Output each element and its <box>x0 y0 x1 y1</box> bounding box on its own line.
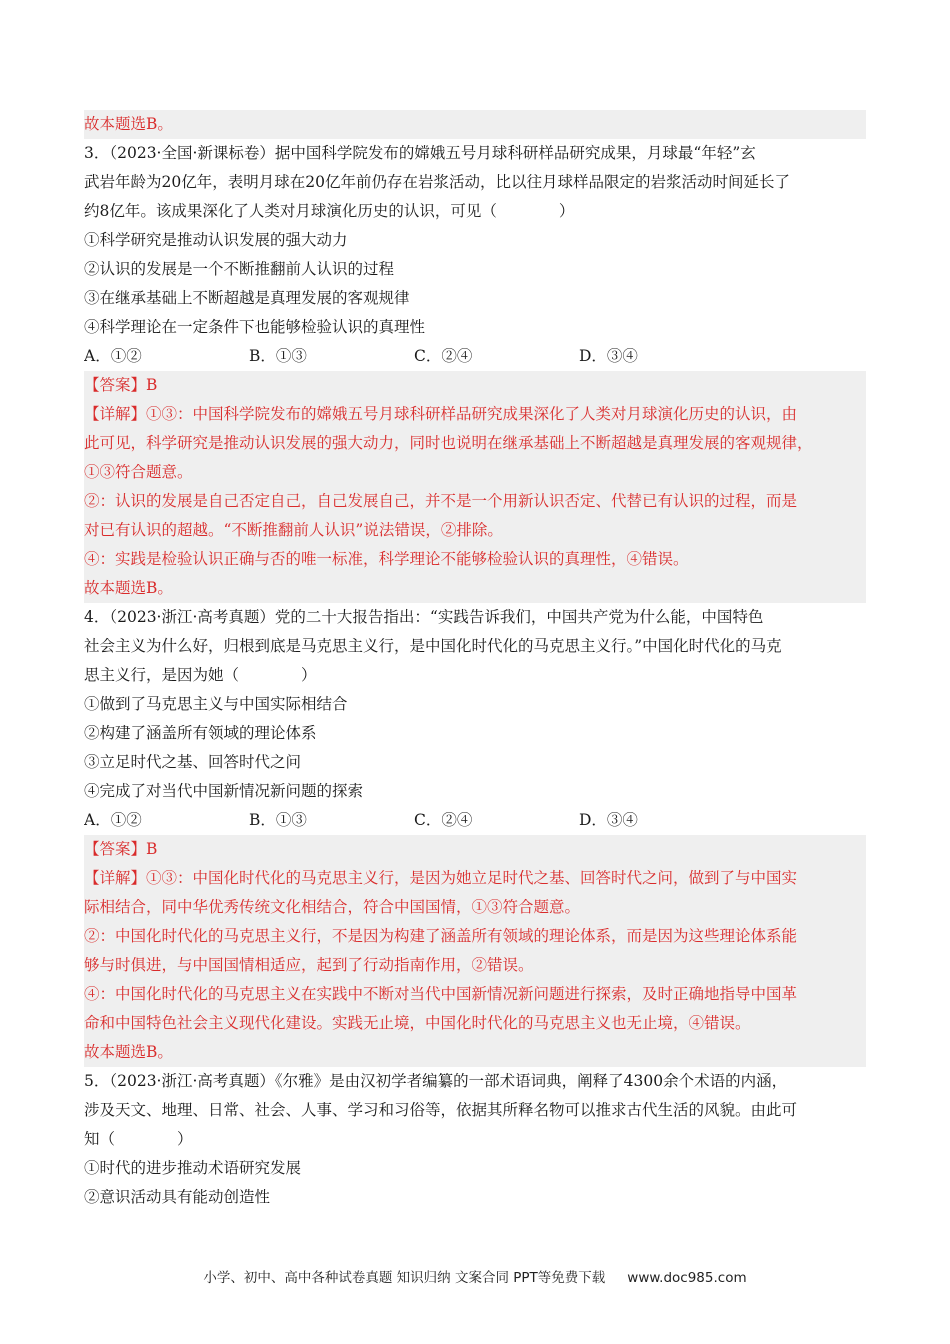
q4-solution <box>84 835 866 1067</box>
q3-explanation-line: 此可见，科学研究是推动认识发展的强大动力，同时也说明在继承基础上不断超越是真理发展的客观规律， <box>84 434 813 452</box>
q4-option-d: D．③④ <box>579 811 638 829</box>
q4-option-a: A．①② <box>84 811 142 829</box>
q4-explanation-line: ②：中国化时代化的马克思主义行，不是因为构建了涵盖所有领域的理论体系，而是因为这些理论体系能 <box>84 927 798 945</box>
q3-options <box>84 342 866 371</box>
q3-item-4: ④科学理论在一定条件下也能够检验认识的真理性 <box>84 318 426 336</box>
question-3 <box>84 139 866 603</box>
q4-explanation-line: 【详解】①③：中国化时代化的马克思主义行，是因为她立足时代之基、回答时代之问，做到了与中国实 <box>84 869 798 887</box>
q3-explanation-line: 对已有认识的超越。“不断推翻前人认识”说法错误，②排除。 <box>84 521 503 539</box>
q4-option-b: B．①③ <box>249 811 307 829</box>
q5-item-2: ②意识活动具有能动创造性 <box>84 1188 271 1206</box>
question-4 <box>84 603 866 1067</box>
page-footer <box>0 1266 950 1286</box>
footer-text: 小学、初中、高中各种试卷真题 知识归纳 文案合同 PPT等免费下载 <box>203 1270 606 1286</box>
footer-site-link[interactable]: www.doc985.com <box>627 1270 747 1286</box>
q3-stem-line: 武岩年龄为20亿年，表明月球在20亿年前仍存在岩浆活动，比以往月球样品限定的岩浆活动时间延长了 <box>84 173 790 191</box>
q3-explanation-line: 【详解】①③：中国科学院发布的嫦娥五号月球科研样品研究成果深化了人类对月球演化历史的认识，由 <box>84 405 798 423</box>
q3-stem-line: 3．（2023·全国·新课标卷）据中国科学院发布的嫦娥五号月球科研样品研究成果，月球最“年轻”玄 <box>84 144 756 162</box>
q3-explanation-line: ①③符合题意。 <box>84 463 193 481</box>
q3-item-2: ②认识的发展是一个不断推翻前人认识的过程 <box>84 260 395 278</box>
q4-answer: 【答案】B <box>84 840 158 858</box>
q3-item-1: ①科学研究是推动认识发展的强大动力 <box>84 231 348 249</box>
q4-stem-line: 4．（2023·浙江·高考真题）党的二十大报告指出：“实践告诉我们，中国共产党为什么能，中国特色 <box>84 608 764 626</box>
q4-item-4: ④完成了对当代中国新情况新问题的探索 <box>84 782 364 800</box>
q4-options <box>84 806 866 835</box>
q3-option-d: D．③④ <box>579 347 638 365</box>
q4-explanation-line: 际相结合，同中华优秀传统文化相结合，符合中国国情，①③符合题意。 <box>84 898 581 916</box>
q3-answer: 【答案】B <box>84 376 158 394</box>
q5-stem-line: 5．（2023·浙江·高考真题）《尔雅》是由汉初学者编纂的一部术语词典，阐释了4300余个术语的内涵， <box>84 1072 788 1090</box>
q3-solution <box>84 371 866 603</box>
q3-option-b: B．①③ <box>249 347 307 365</box>
q4-item-1: ①做到了马克思主义与中国实际相结合 <box>84 695 348 713</box>
q4-option-c: C．②④ <box>414 811 473 829</box>
q4-stem-line: 社会主义为什么好，归根到底是马克思主义行，是中国化时代化的马克思主义行。”中国化时代化的马克 <box>84 637 782 655</box>
q3-explanation-line: ④：实践是检验认识正确与否的唯一标准，科学理论不能够检验认识的真理性，④错误。 <box>84 550 689 568</box>
q4-item-3: ③立足时代之基、回答时代之问 <box>84 753 302 771</box>
q4-explanation-line: ④：中国化时代化的马克思主义在实践中不断对当代中国新情况新问题进行探索，及时正确地指导中国革 <box>84 985 798 1003</box>
q5-stem-line: 涉及天文、地理、日常、社会、人事、学习和习俗等，依据其所释名物可以推求古代生活的风貌。由此可 <box>84 1101 798 1119</box>
document-page <box>84 110 866 1212</box>
q3-option-a: A．①② <box>84 347 142 365</box>
q4-conclusion: 故本题选B。 <box>84 1043 173 1061</box>
q4-item-2: ②构建了涵盖所有领域的理论体系 <box>84 724 317 742</box>
q4-explanation-line: 够与时俱进，与中国国情相适应，起到了行动指南作用，②错误。 <box>84 956 534 974</box>
q3-item-3: ③在继承基础上不断超越是真理发展的客观规律 <box>84 289 410 307</box>
q5-stem-line: 知（ ） <box>84 1130 193 1148</box>
q3-option-c: C．②④ <box>414 347 473 365</box>
q4-stem-line: 思主义行，是因为她（ ） <box>84 666 317 684</box>
q3-stem-line: 约8亿年。该成果深化了人类对月球演化历史的认识，可见（ ） <box>84 202 575 220</box>
q3-explanation-line: ②：认识的发展是自己否定自己，自己发展自己，并不是一个用新认识否定、代替已有认识的过程，而是 <box>84 492 798 510</box>
q3-conclusion: 故本题选B。 <box>84 579 173 597</box>
q4-explanation-line: 命和中国特色社会主义现代化建设。实践无止境，中国化时代化的马克思主义也无止境，④错误。 <box>84 1014 751 1032</box>
q5-item-1: ①时代的进步推动术语研究发展 <box>84 1159 302 1177</box>
q2-conclusion: 故本题选B。 <box>84 110 866 139</box>
question-5 <box>84 1067 866 1212</box>
